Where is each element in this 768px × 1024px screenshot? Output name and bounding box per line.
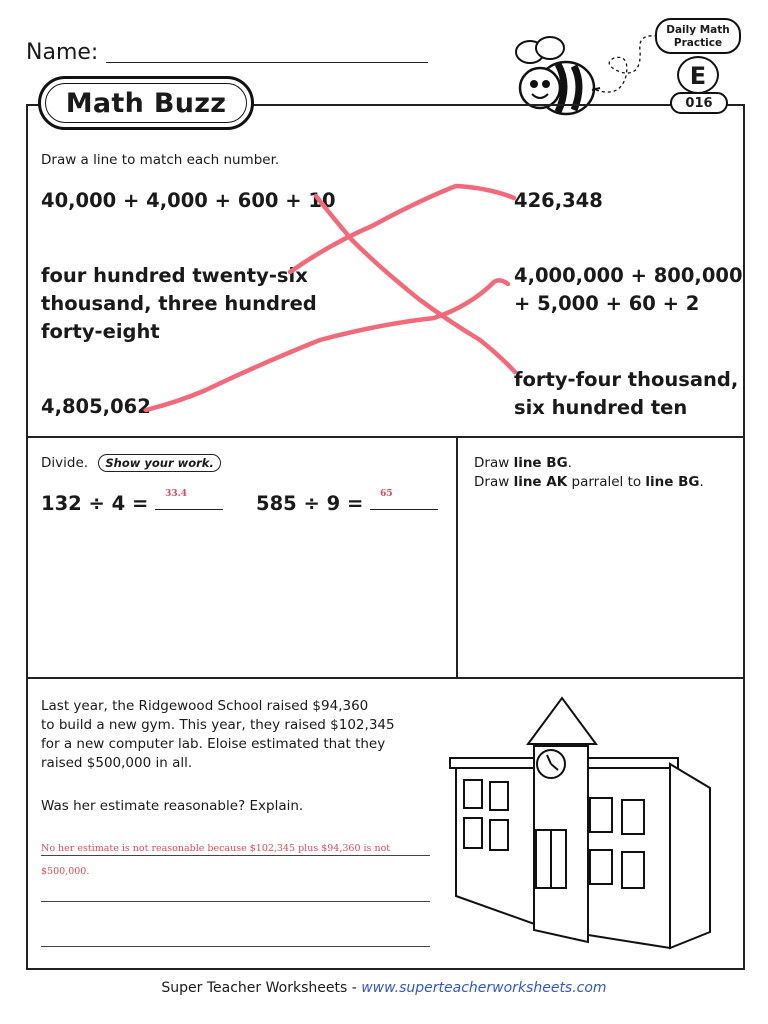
match-right-3-line2: six hundred ten <box>514 396 688 419</box>
lines-text: Draw <box>474 474 514 490</box>
estimate-line: for a new computer lab. Eloise estimated that they <box>41 736 386 752</box>
footer-link[interactable]: www.superteacherworksheets.com <box>361 980 607 996</box>
match-line-3 <box>146 280 508 410</box>
divide-problem-1-text: 132 ÷ 4 = <box>41 492 149 515</box>
line-bg-label: line BG <box>645 474 700 490</box>
estimate-line: Last year, the Ridgewood School raised $94,360 <box>41 698 369 714</box>
divide-problem-2-text: 585 ÷ 9 = <box>256 492 364 515</box>
lines-instruction-1 <box>474 454 704 473</box>
divide-answer-1: 33.4 <box>165 489 188 499</box>
divide-answer-2-field[interactable] <box>370 489 438 510</box>
estimate-line: to build a new gym. This year, they raised $102,345 <box>41 717 395 733</box>
match-left-2-line1: four hundred twenty-six <box>41 264 308 287</box>
estimate-answer-1: No her estimate is not reasonable because $102,345 plus $94,360 is not <box>41 843 391 854</box>
estimate-paragraph <box>41 697 395 773</box>
divide-problem-2 <box>256 490 438 518</box>
footer-text: Super Teacher Worksheets - <box>161 980 362 996</box>
match-left-3: 4,805,062 <box>41 395 151 418</box>
estimate-answer-2: $500,000. <box>41 866 90 877</box>
footer <box>0 980 768 996</box>
lines-text: Draw <box>474 455 514 471</box>
match-left-1: 40,000 + 4,000 + 600 + 10 <box>41 189 336 212</box>
lines-instruction-2 <box>474 473 704 492</box>
name-label: Name: <box>26 40 99 65</box>
divide-problem-1 <box>41 490 223 518</box>
page-title: Math Buzz <box>45 83 247 123</box>
match-right-1: 426,348 <box>514 189 603 212</box>
line-bg-label: line BG <box>513 455 568 471</box>
match-line-1 <box>316 196 515 372</box>
divide-instruction: Divide. <box>41 455 89 471</box>
matching-instruction: Draw a line to match each number. <box>41 152 280 168</box>
title-banner <box>38 76 254 130</box>
match-line-2 <box>290 186 514 272</box>
lines-instructions <box>474 454 704 492</box>
match-right-3-line1: forty-four thousand, <box>514 368 739 391</box>
lines-text: . <box>567 455 572 471</box>
show-your-work-tag: Show your work. <box>98 454 220 472</box>
level-badge: E <box>677 56 719 94</box>
divide-answer-1-field[interactable] <box>155 489 223 510</box>
daily-badge-line1: Daily Math <box>666 24 730 36</box>
estimate-line: raised $500,000 in all. <box>41 755 193 771</box>
match-right-2-line1: 4,000,000 + 800,000 <box>514 264 743 287</box>
school-building-icon <box>448 696 728 950</box>
lines-text: . <box>699 474 704 490</box>
line-ak-label: line AK <box>513 474 568 490</box>
divide-answer-2: 65 <box>380 489 393 499</box>
answer-line-1[interactable] <box>41 855 430 856</box>
match-left-2-line2: thousand, three hundred <box>41 292 317 315</box>
match-right-2-line2: + 5,000 + 60 + 2 <box>514 292 700 315</box>
answer-line-3[interactable] <box>41 946 430 947</box>
lines-text: parralel to <box>567 474 646 490</box>
match-left-2-line3: forty-eight <box>41 320 160 343</box>
worksheet-code: 016 <box>670 92 728 114</box>
divide-instruction-row <box>41 454 221 472</box>
estimate-question: Was her estimate reasonable? Explain. <box>41 798 304 814</box>
answer-line-2[interactable] <box>41 901 430 902</box>
daily-badge-line2: Practice <box>673 37 723 49</box>
